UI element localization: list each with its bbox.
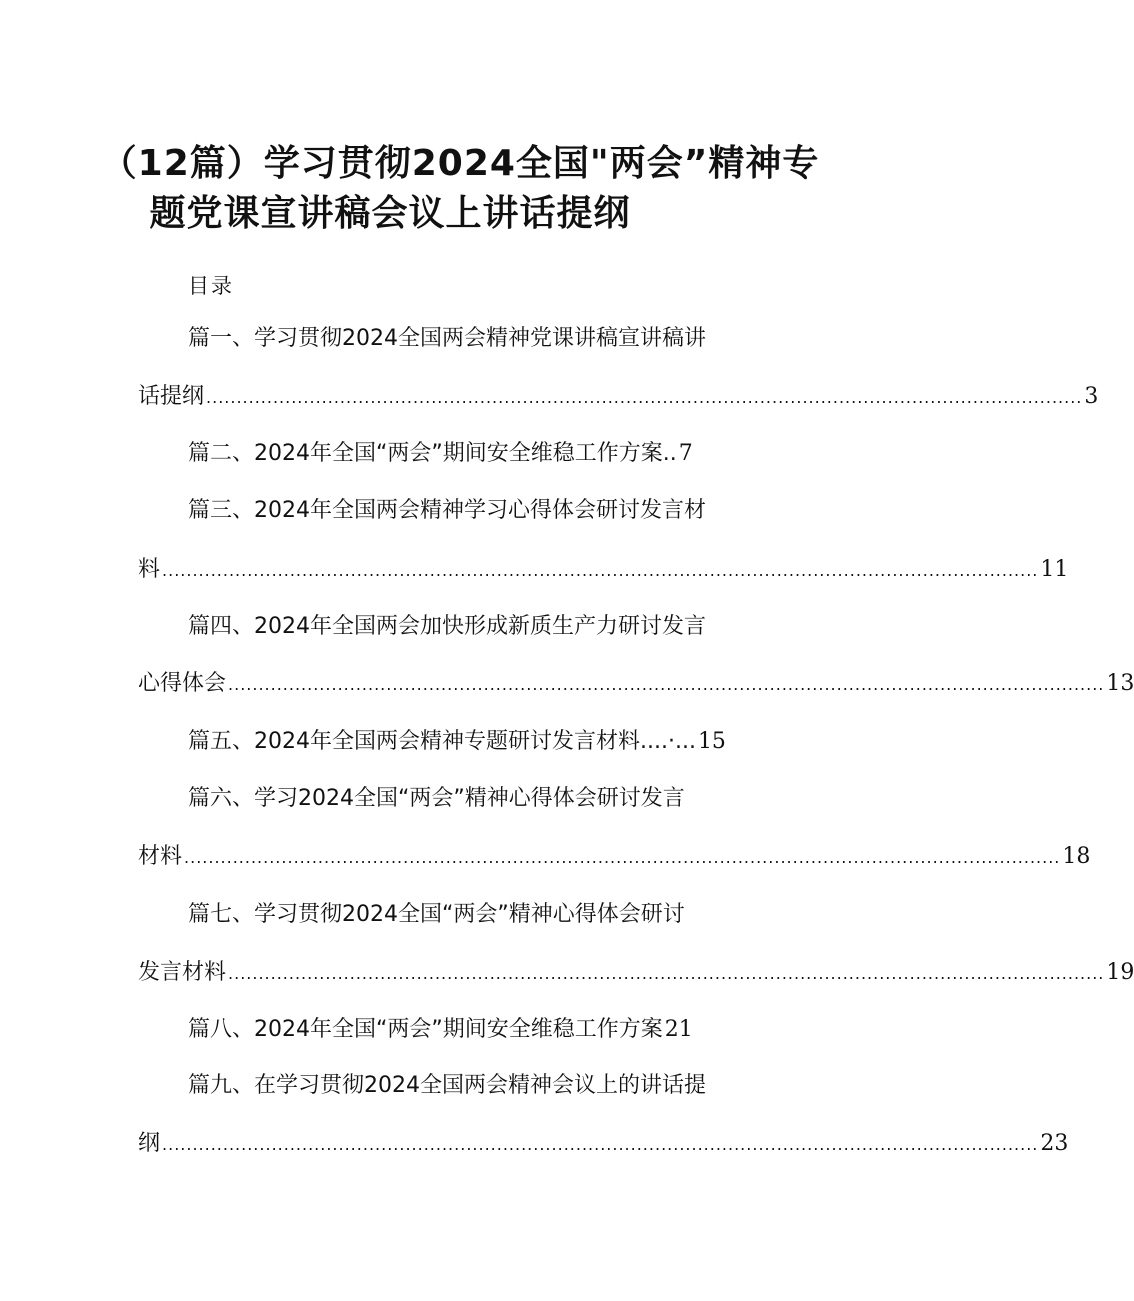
toc-entry-3 (138, 553, 1069, 587)
toc-entry-2-title: 篇二、2024年全国“两会”期间安全维稳工作方案.. (188, 441, 677, 466)
toc-entry-8-page: 21 (664, 1017, 693, 1042)
toc-entry-8 (188, 1013, 693, 1047)
leader-dots: ................................................................................................................................................ (206, 388, 1083, 407)
document-title-line-1: （12篇）学习贯彻2024全国"两会”精神专 (100, 143, 820, 184)
toc-entry-4-page: 13 (1106, 671, 1134, 696)
toc-entry-7-page: 19 (1106, 960, 1134, 985)
toc-entry-9 (138, 1127, 1069, 1161)
toc-entry-7-line-1: 篇七、学习贯彻2024全国“两会”精神心得体会研讨 (188, 902, 685, 927)
toc-entry-9-line-1: 篇九、在学习贯彻2024全国两会精神会议上的讲话提 (188, 1073, 706, 1098)
toc-entry-1-page: 3 (1084, 384, 1099, 409)
toc-entry-1 (138, 380, 1099, 414)
toc-entry-3-line-1: 篇三、2024年全国两会精神学习心得体会研讨发言材 (188, 498, 706, 523)
toc-entry-5-page: 15 (697, 729, 726, 754)
toc-entry-3-page: 11 (1040, 557, 1069, 582)
leader-dots: ................................................................................................................................................ (228, 675, 1105, 694)
toc-entry-8-title: 篇八、2024年全国“两会”期间安全维稳工作方案 (188, 1017, 663, 1042)
toc-entry-9-page: 23 (1040, 1131, 1069, 1156)
leader-dots: ................................................................................................................................................ (162, 1135, 1039, 1154)
toc-entry-1-line-1: 篇一、学习贯彻2024全国两会精神党课讲稿宣讲稿讲 (188, 326, 706, 351)
leader-dots: ................................................................................................................................................ (162, 561, 1039, 580)
toc-entry-2-page: 7 (678, 441, 693, 466)
toc-entry-1-line-2: 话提纲 (138, 384, 205, 409)
toc-entry-6-line-1: 篇六、学习2024全国“两会”精神心得体会研讨发言 (188, 786, 685, 811)
toc-entry-5 (188, 725, 726, 759)
toc-entry-6 (138, 840, 1091, 874)
leader-dots: ................................................................................................................................................ (228, 964, 1105, 983)
toc-entry-9-line-2: 纲 (138, 1131, 161, 1156)
toc-entry-7-line-2: 发言材料 (138, 960, 227, 985)
toc-heading: 目录 (188, 274, 234, 298)
leader-dots: ................................................................................................................................................ (184, 848, 1061, 867)
toc-entry-5-title: 篇五、2024年全国两会精神专题研讨发言材料....·... (188, 729, 696, 754)
document-title-line-2: 题党课宣讲稿会议上讲话提纲 (149, 193, 631, 234)
toc-entry-2 (188, 437, 693, 471)
toc-entry-6-line-2: 材料 (138, 844, 183, 869)
toc-entry-3-line-2: 料 (138, 557, 161, 582)
toc-entry-7 (138, 956, 1134, 990)
toc-entry-4-line-2: 心得体会 (138, 671, 227, 696)
toc-entry-4-line-1: 篇四、2024年全国两会加快形成新质生产力研讨发言 (188, 614, 706, 639)
toc-entry-4 (138, 667, 1134, 701)
toc-entry-6-page: 18 (1062, 844, 1091, 869)
